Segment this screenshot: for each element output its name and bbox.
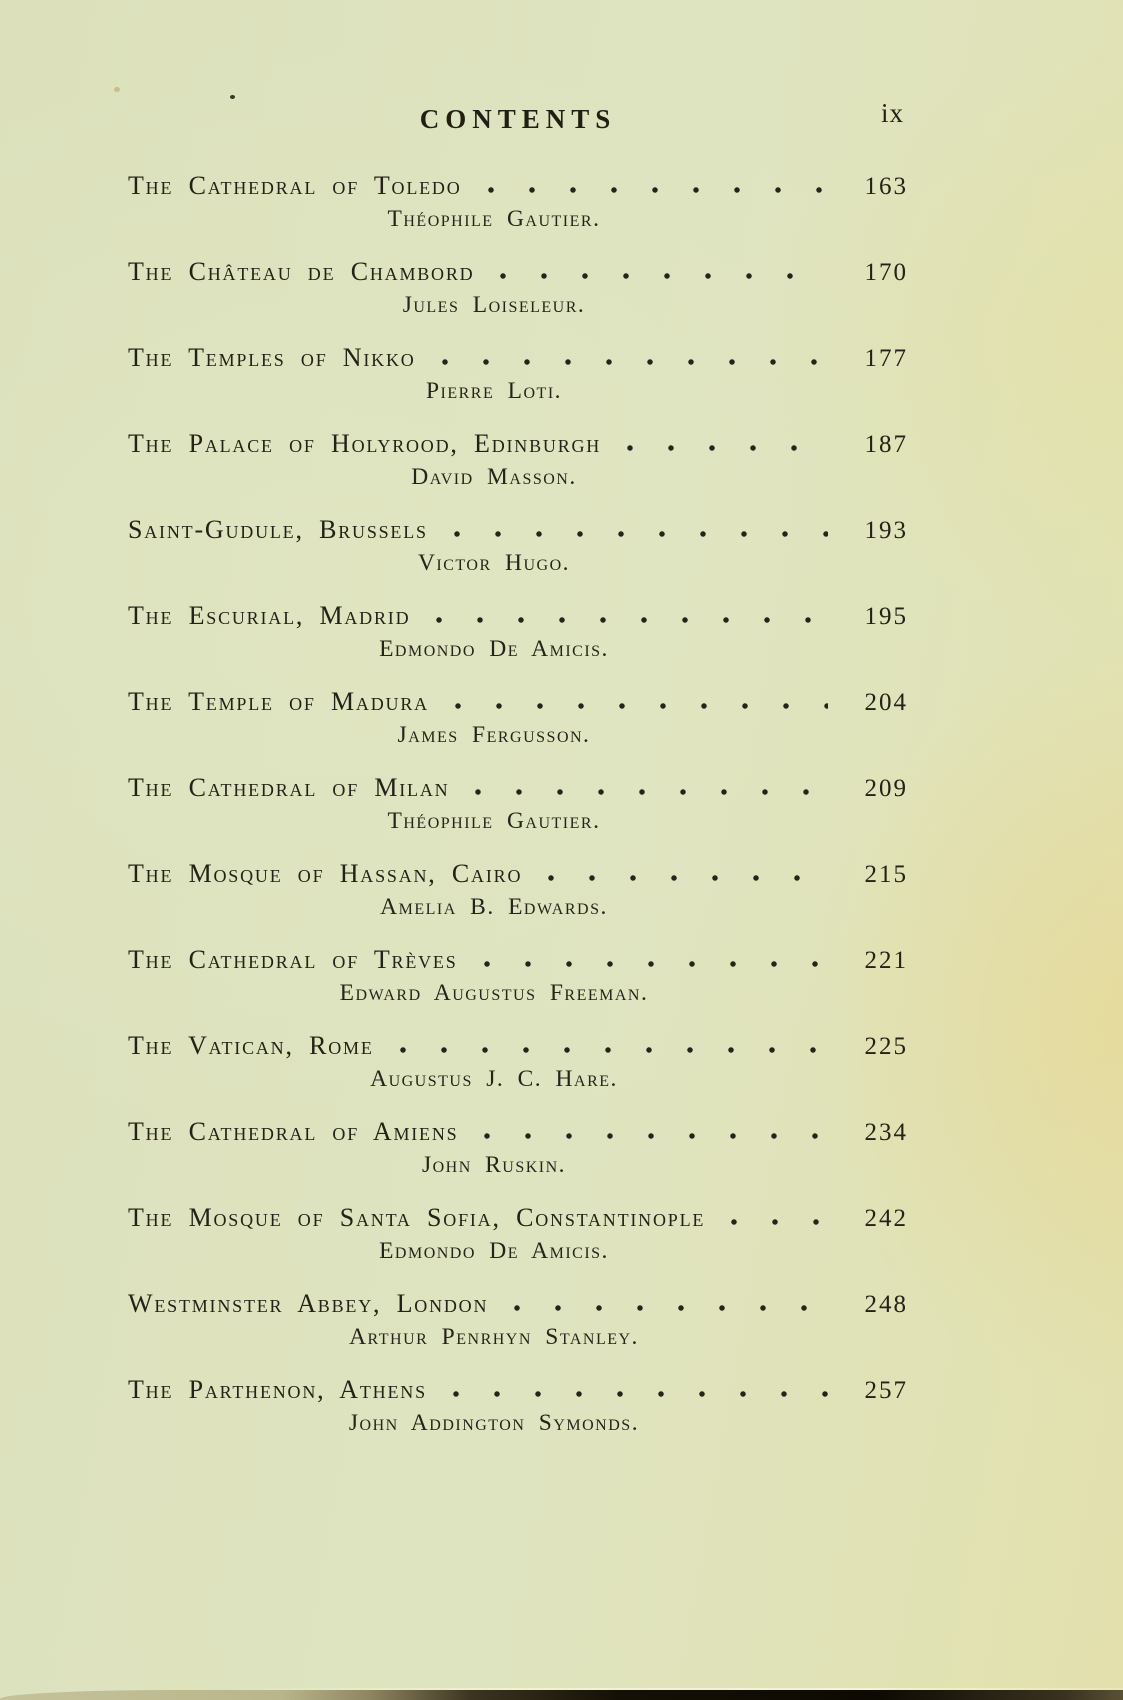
toc-entry-line — [128, 686, 908, 718]
entry-title: The Cathedral of Toledo — [128, 171, 462, 200]
entry-author: Edmondo De Amicis. — [379, 1238, 609, 1264]
entry-page-number: 257 — [864, 1377, 908, 1404]
toc-entry — [128, 858, 908, 923]
entry-page-number: 221 — [864, 947, 908, 974]
dot-leader — [731, 1219, 828, 1226]
dot-leader — [514, 1305, 828, 1312]
entry-title: Westminster Abbey, London — [128, 1289, 489, 1318]
toc-entry — [128, 342, 908, 407]
toc-entry-line — [128, 1202, 908, 1234]
toc-entry — [128, 256, 908, 321]
toc-entry-line — [128, 944, 908, 976]
entry-author: Edmondo De Amicis. — [379, 636, 609, 662]
toc-entry — [128, 170, 908, 235]
entry-page-number: 195 — [864, 603, 908, 630]
entry-page-number: 225 — [864, 1033, 908, 1060]
entry-title: The Vatican, Rome — [128, 1031, 374, 1060]
paper-speck — [114, 87, 120, 92]
toc-entry-line — [128, 772, 908, 804]
entry-page-number: 177 — [864, 345, 908, 372]
entry-title: The Cathedral of Trèves — [128, 945, 458, 974]
entry-author: James Fergusson. — [397, 722, 591, 748]
entry-author: Jules Loiseleur. — [402, 292, 586, 318]
entry-title: The Cathedral of Amiens — [128, 1117, 459, 1146]
entry-page-number: 163 — [864, 173, 908, 200]
entry-author: John Addington Symonds. — [348, 1410, 640, 1436]
entry-title: The Temple of Madura — [128, 687, 429, 716]
dot-leader — [400, 1047, 828, 1054]
entry-author: Augustus J. C. Hare. — [370, 1066, 618, 1092]
entry-author: Amelia B. Edwards. — [380, 894, 608, 920]
toc-entry — [128, 772, 908, 837]
entry-author: Arthur Penrhyn Stanley. — [349, 1324, 639, 1350]
entry-title: Saint-Gudule, Brussels — [128, 515, 428, 544]
entry-title: The Mosque of Hassan, Cairo — [128, 859, 523, 888]
entry-page-number: 170 — [864, 259, 908, 286]
toc-entry-line — [128, 428, 908, 460]
dot-leader — [488, 187, 828, 194]
entry-page-number: 234 — [864, 1119, 908, 1146]
toc-entry — [128, 514, 908, 579]
dot-leader — [548, 875, 828, 882]
entry-page-number: 215 — [864, 861, 908, 888]
entry-author: David Masson. — [411, 464, 577, 490]
toc-entry-line — [128, 600, 908, 632]
entry-author: Edward Augustus Freeman. — [339, 980, 649, 1006]
toc-entry-line — [128, 256, 908, 288]
entry-title: The Temples of Nikko — [128, 343, 416, 372]
dot-leader — [484, 1133, 828, 1140]
entry-page-number: 248 — [864, 1291, 908, 1318]
entry-author: Victor Hugo. — [417, 550, 571, 576]
toc-entry — [128, 1288, 908, 1353]
entry-title: The Château de Chambord — [128, 257, 475, 286]
dot-leader — [500, 273, 828, 280]
paper-speck — [230, 95, 235, 99]
dot-leader — [455, 703, 828, 710]
entry-page-number: 187 — [864, 431, 908, 458]
toc-entry-line — [128, 170, 908, 202]
toc-entry — [128, 428, 908, 493]
toc-entry — [128, 600, 908, 665]
page-header — [128, 98, 908, 140]
dot-leader — [453, 1391, 828, 1398]
entry-page-number: 204 — [864, 689, 908, 716]
entry-author: Pierre Loti. — [425, 378, 563, 404]
toc-entry-line — [128, 1116, 908, 1148]
entry-title: The Cathedral of Milan — [128, 773, 450, 802]
book-edge-shadow — [0, 1690, 1123, 1700]
entry-page-number: 209 — [864, 775, 908, 802]
dot-leader — [627, 445, 828, 452]
entry-title: The Parthenon, Athens — [128, 1375, 427, 1404]
entry-page-number: 193 — [864, 517, 908, 544]
page-title: CONTENTS — [419, 104, 617, 134]
toc-entry — [128, 1116, 908, 1181]
folio-page-number: ix — [880, 98, 904, 128]
toc-entry — [128, 1374, 908, 1439]
entry-title: The Mosque of Santa Sofia, Constantinople — [128, 1203, 706, 1232]
toc-entries — [128, 170, 908, 1439]
entry-author: Théophile Gautier. — [387, 206, 601, 232]
toc-entry-line — [128, 342, 908, 374]
toc-entry — [128, 1202, 908, 1267]
toc-entry-line — [128, 1030, 908, 1062]
dot-leader — [436, 617, 828, 624]
dot-leader — [475, 789, 828, 796]
entry-title: The Escurial, Madrid — [128, 601, 411, 630]
toc-entry-line — [128, 858, 908, 890]
entry-title: The Palace of Holyrood, Edinburgh — [128, 429, 602, 458]
toc-entry — [128, 1030, 908, 1095]
entry-author: Théophile Gautier. — [387, 808, 601, 834]
toc-entry — [128, 944, 908, 1009]
toc-entry-line — [128, 514, 908, 546]
dot-leader — [442, 359, 828, 366]
dot-leader — [484, 961, 828, 968]
entry-author: John Ruskin. — [421, 1152, 567, 1178]
toc-entry-line — [128, 1374, 908, 1406]
toc-entry-line — [128, 1288, 908, 1320]
entry-page-number: 242 — [864, 1205, 908, 1232]
dot-leader — [454, 531, 828, 538]
toc-entry — [128, 686, 908, 751]
toc-page — [128, 0, 908, 1460]
